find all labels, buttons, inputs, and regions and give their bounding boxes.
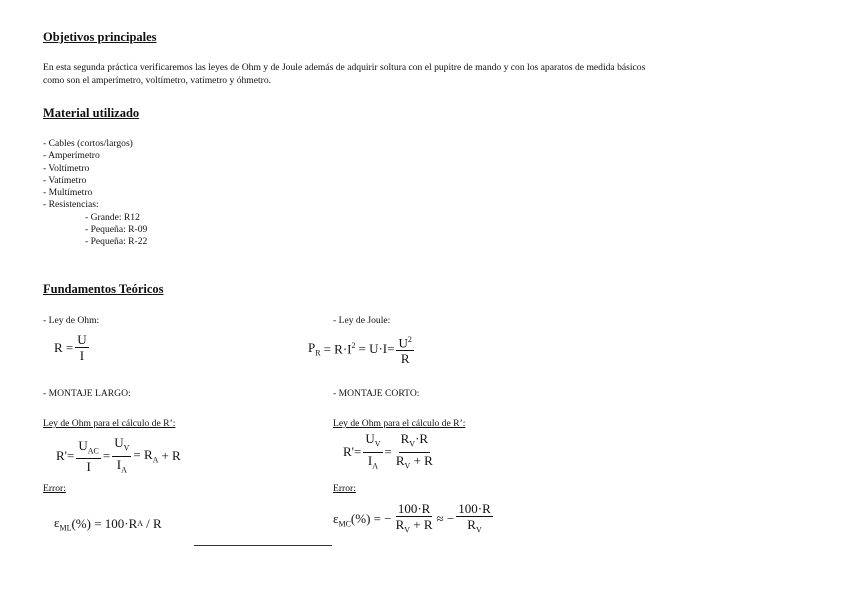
- list-item: - Grande: R12: [85, 211, 140, 223]
- joule-formula: [308, 333, 416, 365]
- long-error-label: Error:: [43, 483, 66, 494]
- formula-lhs: R'=: [56, 448, 75, 464]
- fraction: [396, 333, 413, 365]
- short-setup-formula: [343, 432, 437, 472]
- formula-mid-2: = U·I=: [358, 341, 395, 357]
- numerator: 100·R: [458, 501, 491, 516]
- numerator: $R_V\cdot R$: [399, 432, 430, 453]
- numerator: 100·R: [397, 501, 431, 516]
- short-error-formula: [333, 502, 495, 537]
- formula-tail-2: + R: [161, 448, 181, 464]
- long-setup-label: - MONTAJE LARGO:: [43, 388, 131, 399]
- long-ohm-calc-label: Ley de Ohm para el cálculo de R’:: [43, 418, 176, 429]
- fraction: [112, 436, 131, 476]
- list-item: - Vatímetro: [43, 174, 87, 186]
- list-item: - Pequeña: R-09: [85, 224, 148, 236]
- epsilon: $\varepsilon_{MC}$: [333, 510, 351, 529]
- denominator: $R_V + R$: [395, 452, 433, 471]
- list-item: - Pequeña: R-22: [85, 236, 148, 248]
- formula-lhs: $P_R$: [308, 340, 321, 358]
- numerator: $U_{AC}$: [76, 439, 101, 460]
- denominator: $R_V + R$: [395, 517, 433, 535]
- long-error-formula: [54, 515, 162, 533]
- denominator: I: [79, 348, 85, 363]
- joule-law-label: - Ley de Joule:: [333, 315, 391, 326]
- error-subscript: A: [137, 519, 144, 529]
- fraction: [394, 502, 435, 537]
- materials-heading: Material utilizado: [43, 106, 140, 120]
- formula-tail: = $R_A$: [133, 447, 159, 465]
- short-error-label: Error:: [333, 483, 356, 494]
- resistance-sublist: [43, 212, 147, 249]
- objectives-text-line-2: como son el amperímetro, voltímetro, vatímetro y óhmetro.: [43, 75, 272, 86]
- equals: =: [384, 444, 392, 460]
- fraction: [76, 439, 101, 474]
- list-item: - Multímetro: [43, 187, 93, 199]
- epsilon: $\varepsilon_{ML}$: [54, 515, 72, 533]
- list-item: - Voltímetro: [43, 162, 90, 174]
- equals: =: [102, 448, 111, 464]
- short-ohm-calc-label: Ley de Ohm para el cálculo de R’:: [333, 418, 466, 429]
- short-setup-label: - MONTAJE CORTO:: [333, 388, 420, 399]
- list-item: - Cables (cortos/largos): [43, 138, 133, 149]
- formula-lhs: R'=: [343, 444, 362, 460]
- list-item: - Resistencias:: [43, 199, 99, 211]
- formula-mid: = $R\cdot I^2$: [323, 341, 356, 357]
- formula-lhs: R =: [54, 339, 74, 355]
- error-tail: / R: [146, 515, 162, 531]
- fraction: [394, 432, 435, 472]
- separator-line: [194, 545, 332, 546]
- materials-list: [43, 138, 147, 249]
- denominator: R: [400, 351, 410, 367]
- theory-heading: Fundamentos Teóricos: [43, 282, 164, 296]
- denominator: $R_V$: [467, 517, 482, 535]
- long-setup-formula: [56, 436, 181, 476]
- objectives-text-line-1: En esta segunda práctica verificaremos las leyes de Ohm y de Joule además de adquirir soltura con el pupitre de mando y con los aparatos de medida básicos: [43, 62, 646, 73]
- denominator: $I_A$: [116, 456, 127, 475]
- denominator: $I_A$: [367, 452, 378, 471]
- numerator: $U^2$: [398, 335, 412, 351]
- list-item: - Amperímetro: [43, 150, 100, 162]
- fraction: [456, 502, 493, 537]
- numerator: $U_V$: [112, 436, 131, 457]
- denominator: I: [86, 459, 91, 475]
- objectives-heading: Objetivos principales: [43, 30, 157, 44]
- ohm-formula: [54, 333, 91, 362]
- error-expression: (%) = 100·R: [71, 515, 138, 531]
- fraction: [363, 432, 382, 472]
- fraction: [75, 333, 88, 362]
- numerator: $U_V$: [363, 432, 382, 453]
- error-expression: (%) = −: [350, 511, 392, 527]
- approx-sign: ≈ −: [436, 511, 455, 527]
- numerator: U: [77, 332, 87, 347]
- ohm-law-label: - Ley de Ohm:: [43, 315, 100, 326]
